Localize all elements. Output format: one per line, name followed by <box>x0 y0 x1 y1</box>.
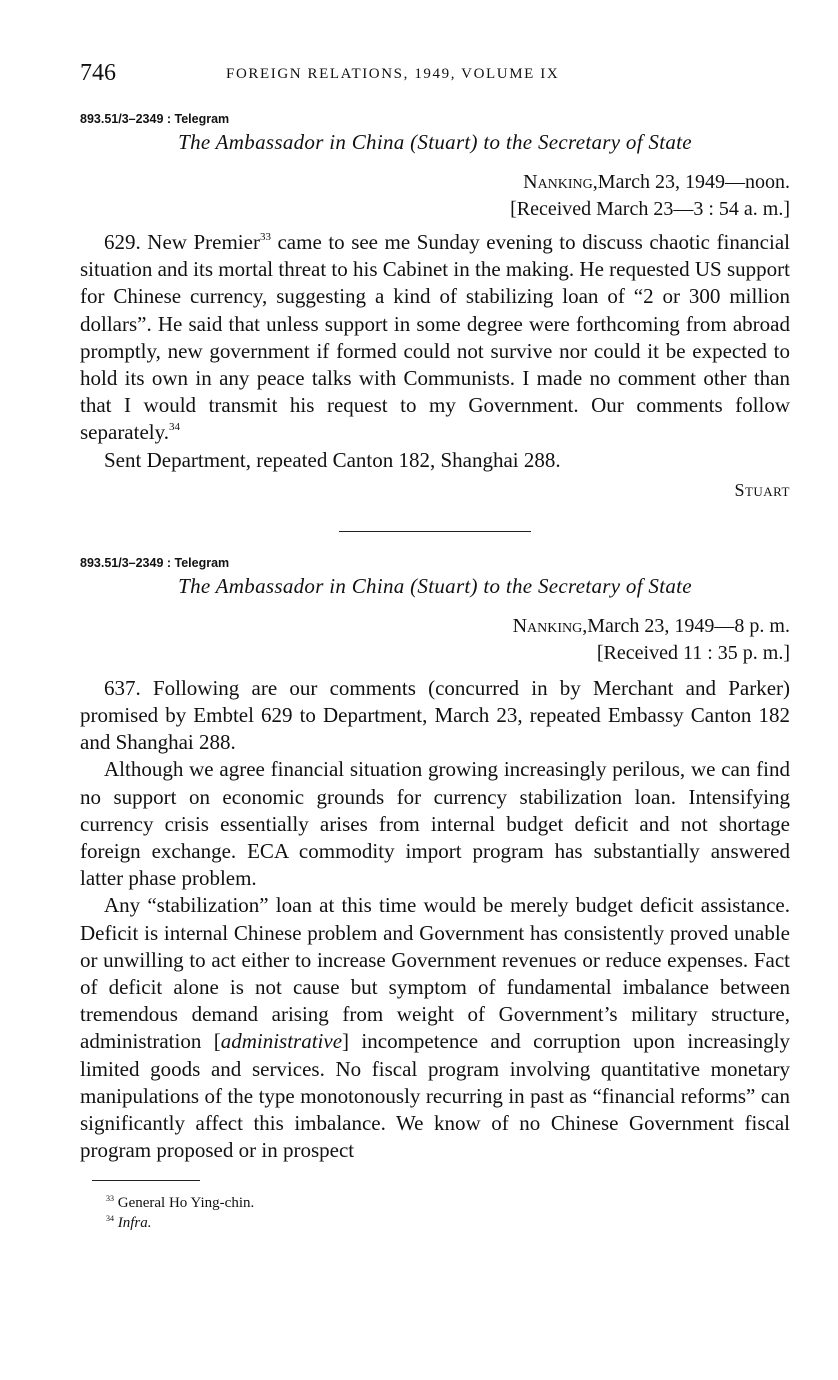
dateline <box>80 169 790 196</box>
footnote-mark: 34 <box>106 1214 114 1224</box>
page-header <box>80 56 790 92</box>
editorial-insertion: administrative <box>220 1029 343 1054</box>
dateline-date: March 23, 1949—noon. <box>597 171 790 193</box>
dateline-place: Nanking, <box>523 171 598 193</box>
paragraph: Although we agree financial situation growing increasingly perilous, we can find no support on economic grounds for currency stabilization loan. Intensifying currency crisis essentially arises from internal budget deficit and not shortage foreign exchange. ECA commodity import program has substantially answered latter phase problem. <box>80 757 790 891</box>
footnote-text: Infra. <box>117 1215 152 1232</box>
dateline-date: March 23, 1949—8 p. m. <box>587 614 790 637</box>
footnote <box>106 1193 790 1213</box>
paragraph <box>80 229 790 447</box>
paragraph-text: 629. New Premier <box>104 230 260 254</box>
telegram-629 <box>80 112 790 501</box>
footnote-ref: 33 <box>259 231 271 243</box>
telegram-637 <box>80 556 790 1165</box>
dateline <box>80 613 790 640</box>
document-title: The Ambassador in China (Stuart) to the Secretary of State <box>178 130 692 154</box>
page-number: 746 <box>80 60 116 86</box>
paragraph-text: ] incompetence and corruption upon increasingly limited goods and services. No fiscal program involving quantitative monetary manipulations of the type monotonously recurring in past as “financial reforms” can significantly affect this imbalance. We know of no Chinese Government fiscal program proposed or in prospect <box>80 1029 791 1163</box>
document-title: The Ambassador in China (Stuart) to the Secretary of State <box>178 573 692 598</box>
footnote-text: General Ho Ying-chin. <box>117 1195 255 1212</box>
paragraph-text: came to see me Sunday evening to discuss chaotic financial situation and its mortal threat to his Cabinet in the making. He requested US support for Chinese currency, suggesting a kind of stabilizing loan of “2 or 300 million dollars”. He said that unless support in some degree were forthcoming from abroad promptly, new government if formed could not survive nor could it be expected to hold its own in any peace talks with Communists. I made no comment other than that I would transmit his request to my Government. Our comments follow separately. <box>80 230 790 445</box>
footnote-rule <box>92 1180 200 1181</box>
page <box>80 56 790 1233</box>
footnote-ref: 34 <box>169 421 181 434</box>
running-head: FOREIGN RELATIONS, 1949, VOLUME IX <box>226 66 560 82</box>
paragraph: Sent Department, repeated Canton 182, Shanghai 288. <box>104 447 561 472</box>
footnote-mark: 33 <box>106 1194 114 1204</box>
file-reference: 893.51/3–2349 : Telegram <box>80 112 230 126</box>
footnotes <box>80 1193 790 1233</box>
paragraph <box>80 892 790 1164</box>
file-reference: 893.51/3–2349 : Telegram <box>80 555 230 570</box>
signature: Stuart <box>734 479 790 500</box>
paragraph: 637. Following are our comments (concurred in by Merchant and Parker) promised by Embtel 629 to Department, March 23, repeated Embassy Canton 182 and Shanghai 288. <box>80 675 790 755</box>
received-line: [Received 11 : 35 p. m.] <box>596 641 790 664</box>
section-separator <box>339 531 531 532</box>
dateline-place: Nanking, <box>512 614 588 637</box>
footnote <box>106 1213 790 1233</box>
received-line: [Received March 23—3 : 54 a. m.] <box>510 198 790 220</box>
paragraph-text: Any “stabilization” loan at this time would be merely budget deficit assistance. Deficit is internal Chinese problem and Government has consistently proved unable or unwilling to act either to increase Government revenues or reduce expenses. Fact of deficit alone is not cause but symptom of fundamental imbalance between tremendous demand arising from weight of Government’s military structure, administration [ <box>80 893 790 1054</box>
